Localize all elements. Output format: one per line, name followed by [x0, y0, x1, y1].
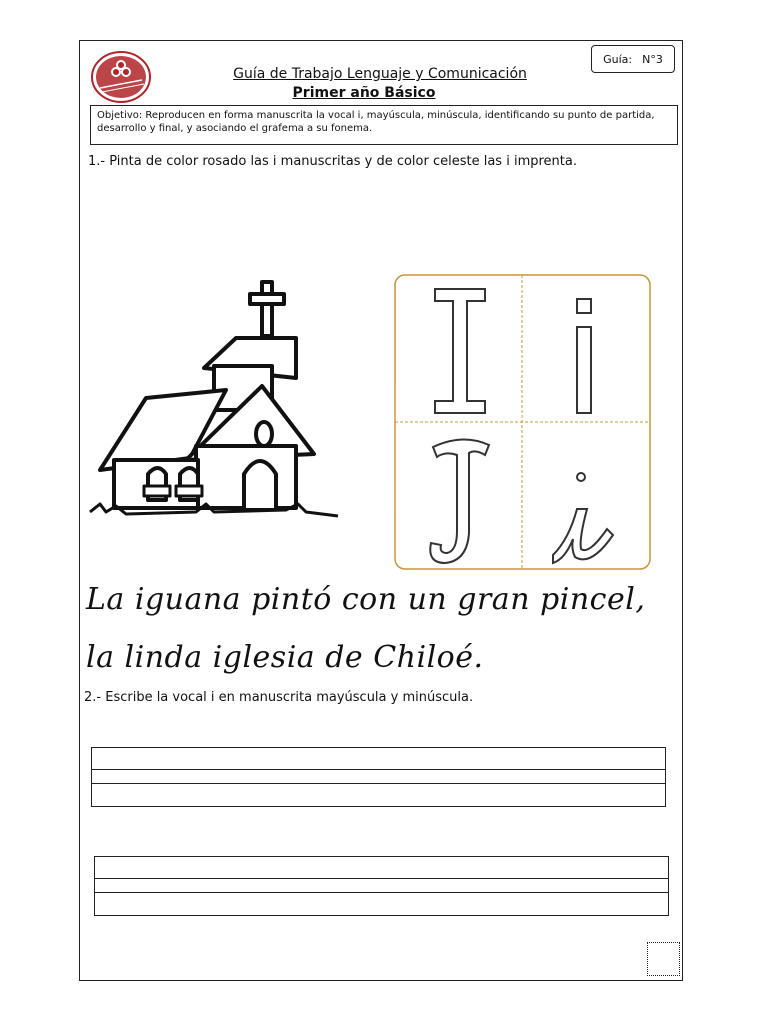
writing-lines-1[interactable]: [91, 747, 666, 807]
writing-lines-2[interactable]: [94, 856, 669, 916]
objective-box: Objetivo: Reproducen en forma manuscrita la vocal i, mayúscula, minúscula, identificando su punto de partida, desarrollo y final, y asociando el grafema a su fonema.: [90, 105, 678, 145]
question-2: 2.- Escribe la vocal i en manuscrita mayúscula y minúscula.: [84, 690, 474, 705]
school-logo: [90, 50, 152, 106]
guide-number-box: [591, 45, 675, 73]
writing-rule: [95, 892, 668, 893]
writing-rule: [92, 769, 665, 770]
cursive-line-2: la linda iglesia de Chiloé.: [86, 640, 484, 675]
guide-number: N°3: [642, 52, 663, 66]
cursive-line-1: La iguana pintó con un gran pincel,: [86, 582, 646, 617]
page-title: Guía de Trabajo Lenguaje y Comunicación: [233, 66, 527, 82]
question-1: 1.- Pinta de color rosado las i manuscritas y de color celeste las i imprenta.: [88, 154, 577, 169]
writing-rule: [92, 783, 665, 784]
page-subtitle: Primer año Básico: [292, 85, 436, 101]
corner-checkbox: [647, 942, 680, 976]
church-illustration: [86, 278, 342, 522]
letter-i-grid: [393, 273, 652, 571]
writing-rule: [95, 878, 668, 879]
guide-label: Guía:: [603, 52, 633, 66]
